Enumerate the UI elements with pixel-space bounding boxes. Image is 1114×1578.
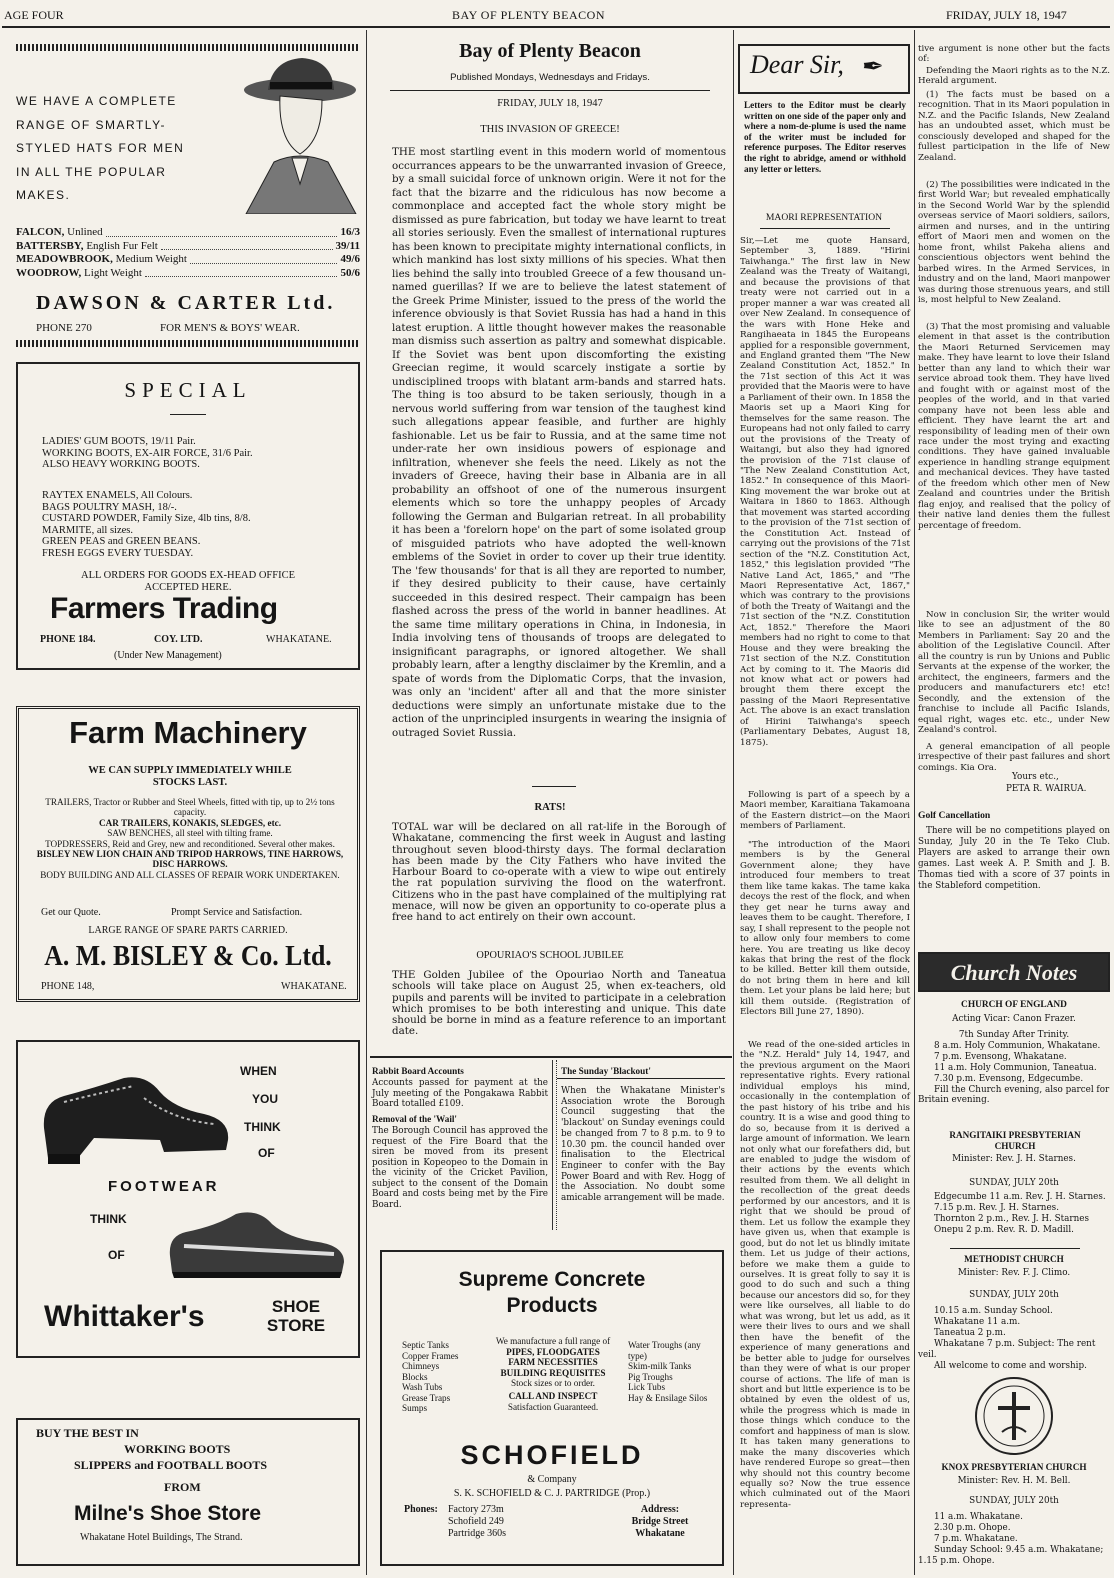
masthead-rule [2,26,1110,28]
schofield-mid-item: FARM NECESSITIES [508,1357,598,1368]
letters-banner-box [738,44,910,94]
schofield-props: S. K. SCHOFIELD & C. J. PARTRIDGE (Prop.) [453,1488,651,1499]
church-banner-box [918,952,1110,992]
editorial-title: Bay of Plenty Beacon [459,40,641,62]
letters-notice: Letters to the Editor must be clearly written on one side of the paper only and where a nom-de-plume is used the name of the writer must be included for reference purposes. The Editor reserves the right to abridge, amend or withhold any letter or letters. [744,100,906,174]
dawson-line-4: IN ALL THE POPULAR [16,164,167,179]
whittaker-when: WHEN [240,1064,277,1078]
schofield-item: Blocks [402,1371,428,1382]
schofield-item: Water Troughs (any type) [628,1340,701,1361]
milnes-address: Whakatane Hotel Buildings, The Strand. [80,1532,243,1543]
church-methodist-date: SUNDAY, JULY 20th [969,1290,1059,1300]
bisley-service: Prompt Service and Satisfaction. [171,907,303,918]
service-line: 7 p.m. Evensong, Whakatane. [934,1051,1067,1062]
church-banner: Church Notes [950,960,1078,985]
church-england-title: CHURCH OF ENGLAND [961,1000,1067,1010]
brief-text-blackout: When the Whakatane Minister's Association wrote the Borough Council suggesting that the 'blackout' on Sunday evenings could be changed from 7 to 8 p.m. to 9 to 10.30 pm. the council handed over finalisation to the Electrical Engineer to confer with the Bay Power Board and with Rev. Hogg of the Association. No doubt some amicable arrangement will be made. [561,1086,725,1204]
schofield-left-list [402,1340,458,1414]
schofield-item: Sumps [402,1403,428,1413]
masthead-page: AGE FOUR [4,8,64,22]
service-line: 11 a.m. Whakatane. [934,1512,1023,1522]
bisley-line: TRAILERS, Tractor or Rubber and Steel Wheels, fitted with tip, up to 2½ tons capacity. [45,797,335,818]
schofield-heading-2: Products [506,1294,598,1317]
milnes-line-3: SLIPPERS and FOOTBALL BOOTS [74,1458,268,1472]
farmers-item: LADIES' GUM BOOTS, 19/11 Pair. [42,436,196,447]
farmers-item: RAYTEX ENAMELS, All Colours. [42,490,193,501]
price-name: WOODROW, [16,266,82,279]
dawson-line-2: RANGE OF SMARTLY- [16,117,166,132]
service-line: 2.30 p.m. Ohope. [934,1522,1011,1533]
dawson-tagline: FOR MEN'S & BOYS' WEAR. [160,322,300,334]
farmers-logo: Farmers Trading [50,592,278,625]
price-row-meadowbrook [16,253,360,267]
price-value: 39/11 [335,239,360,252]
whittaker-think: THINK [244,1120,281,1134]
church-england-vicar: Acting Vicar: Canon Frazer. [952,1014,1076,1024]
letters-para-6: Defending the Maori rights as to the N.Z. Herald argument. [918,66,1110,87]
bisley-quote: Get our Quote. [41,907,101,918]
bisley-supply: WE CAN SUPPLY IMMEDIATELY WHILE STOCKS LAST. [88,765,292,788]
letters-para-11: A general emancipation of all people irrespective of their past failures and short comings. Kia Ora. [918,742,1110,773]
whittaker-shoe: SHOE [271,1297,321,1316]
price-value: 16/3 [340,226,360,238]
service-line: Whakatane 7 p.m. Subject: The rent veil. [918,1338,1096,1360]
church-knox-minister: Minister: Rev. H. M. Bell. [957,1476,1071,1486]
milnes-name: Milne's Shoe Store [74,1502,262,1525]
farmers-item: WORKING BOOTS, EX-AIR FORCE, 31/6 Pair. [42,447,253,459]
letters-banner: Dear Sir, [750,50,844,79]
church-methodist-minister: Minister: Rev. F. J. Climo. [957,1268,1071,1278]
church-knox-date: SUNDAY, JULY 20th [969,1496,1059,1506]
farmers-trading-ad [16,362,360,670]
price-name: MEADOWBROOK, [16,253,113,266]
letters-para-9: (3) That the most promising and valuable element in that asset is the contribution the Maori Returned Servicemen may make. They have learnt to love their Island better than any land to which their war service abroad took them. They have lived and fought with or against most of the peoples of the world, and in that varied company have not been less able and efficient. They have learnt the art and responsibility of leading men of their own race under the most trying and exacting conditions. They have gained invaluable experience in handling strange equipment and mechanical devices. They have tasted of the freedom which other men of New Zealand and countries under the British flag enjoy, and realised that the policy of their native land denies them the fullest percentage of freedom. [918,322,1110,531]
service-line: Whakatane 11 a.m. [934,1316,1021,1327]
schofield-address-block [610,1504,710,1540]
schofield-item: Chimneys [402,1361,440,1371]
whittaker-store: STORE [266,1316,326,1335]
service-line: Edgecumbe 11 a.m. Rev. J. H. Starnes. [934,1192,1106,1202]
whittaker-of-2: OF [108,1248,125,1262]
letters-para-3: "The introduction of the Maori members is by the General Government alone; they have introduced four members to treat them like tame kakas. The tame kaka decoys the rest of the flock, and when they get near he turns away and leaves them to be caught. Therefore, I say, I shall represent to the people not to allow only four members to come here. You are treating us like decoy kakas that bring the rest of the flock to be killed. Better kill them outside, do not bring them in here and kill them. Let your plans be laid here; but kill them outside. (Registration of Electors Bill June 27, 1890). [740,840,910,1018]
editorial-publication: Published Mondays, Wednesdays and Fridays. [450,72,650,83]
price-name: FALCON, [16,226,65,238]
schofield-mid-item: PIPES, FLOODGATES [506,1346,600,1357]
whittaker-of: OF [258,1146,275,1160]
editorial-date: FRIDAY, JULY 18, 1947 [497,98,603,109]
schofield-address-label: Address: [640,1504,680,1515]
price-row-falcon [16,226,360,240]
schofield-mid-item: BUILDING REQUISITES [500,1367,606,1378]
brief-text-wail: The Borough Council has approved the request of the Fire Board that the siren be moved from its present position in Kopeopeo to the Domain in the vicinity of the Cricket Pavilion, subject to the consent of the Domain Board and costs being met by the Fire Board. [372,1126,548,1210]
schofield-middle [482,1336,624,1412]
column-rule-2 [733,30,734,1575]
brief-blackout-box [556,1060,728,1230]
service-line: Thornton 2 p.m., Rev. J. H. Starnes [934,1213,1089,1224]
bisley-line: CAR TRAILERS, KONAKIS, SLEDGES, etc. [98,817,282,828]
schofield-address-line: Whakatane [635,1528,685,1539]
service-line: 8 a.m. Holy Communion, Whakatane. [934,1040,1101,1051]
dawson-price-list [16,226,360,280]
service-line: Onepu 2 p.m. Rev. R. D. Madill. [934,1224,1074,1235]
schofield-phone: Factory 273m [448,1504,504,1515]
farmers-item: GREEN PEAS and GREEN BEANS. [42,536,201,547]
letters-signature: PETA R. WAIRUA. [1006,784,1087,794]
price-value: 50/6 [340,266,360,279]
price-value: 49/6 [340,253,360,266]
editorial-headline-3: OPOURIAO'S SCHOOL JUBILEE [476,950,624,961]
farmers-item: MARMITE, all sizes. [42,524,133,536]
editorial-headline-1: THIS INVASION OF GREECE! [480,124,620,135]
letters-para-1: Sir,—Let me quote Hansard, September 3, 1889. "Hirini Taiwhanga." The first law in New Zealand was the Treaty of Waitangi, and because the provisions of that treaty were not carried out in a proper manner a war was created all over New Zealand. In consequence of the wars with Hone Heke and Rangihaeata in 1845 the Europeans applied for a responsible government, and England granted them "The New Zealand Constitution Act, 1852." In the 71st section of this Act it was provided that the Maoris were to have a Parliament of their own. In 1858 the Maoris set up a Maori King for themselves for the same reason. The Europeans had not only failed to carry out the provisions of the Treaty of Waitangi, but also they had ignored the provision of the 71st clause of "The New Zealand Constitution Act, 1852." In consequence of this Maori-King movement the war broke out at Waitara in 1860 to 1863. Although that movement was started according to the provision of the 71st section of the Constitution Act. Instead of carrying out the provisions of the 71st section of the "N.Z. Constitution Act, 1852," this legislation provided "The Native Land Act, 1865," and "The Maori Representative Act, 1867," which was contrary to the provisions of both the Treaty of Waitangi and the 71st section of the "N.Z. Constitution Act, 1852." Therefore the Maori members had no right to come to that House and they were breaking the 71st section of the N.Z. Constitution Act by coming to it. The Maoris did not know what act or powers had brought them there except the passing of the Maori Representative Act. The above is an exact translation of Hirini Taiwhanga's speech (Parliamentary Debates, August 18, 1875). [740,236,910,748]
schofield-item: Copper Frames [402,1350,459,1361]
bisley-heading: Farm Machinery [69,715,307,750]
schofield-mid-stock: Stock sizes or to order. [511,1378,595,1389]
service-line: Sunday School: 9.45 a.m. Whakatane; 1.15 p.m. Ohope. [918,1544,1104,1566]
church-knox-title: KNOX PRESBYTERIAN CHURCH [941,1462,1087,1472]
brief-heading-blackout: The Sunday 'Blackout' [561,1066,651,1076]
milnes-line-2: WORKING BOOTS [124,1442,231,1456]
farmers-management: (Under New Management) [114,650,222,661]
masthead-paper: BAY OF PLENTY BEACON [452,8,606,22]
service-line: 11 a.m. Holy Communion, Taneatua. [934,1062,1097,1073]
brief-heading-underline [557,1078,725,1079]
schofield-mid-guarantee: Satisfaction Guaranteed. [507,1401,599,1412]
schofield-company: & Company [527,1474,577,1485]
farmers-coy: COY. LTD. [154,634,203,645]
schofield-mid-call: CALL AND INSPECT [508,1390,598,1401]
brief-heading-rabbit: Rabbit Board Accounts [372,1066,464,1076]
schofield-phone: Schofield 249 [448,1516,504,1527]
schofield-heading-1: Supreme Concrete [458,1268,646,1291]
farmers-item: BAGS POULTRY MASH, 18/-. [42,501,177,513]
bisley-firm: A. M. BISLEY & Co. Ltd. [44,941,332,972]
dawson-line-3: STYLED HATS FOR MEN [16,141,185,155]
service-line: Fill the Church evening, also parcel for Britain evening. [918,1084,1110,1106]
schofield-mid-intro: We manufacture a full range of [495,1336,611,1346]
whittaker-ad [16,1040,360,1358]
whittaker-you: YOU [252,1092,279,1106]
price-row-battersby [16,240,360,254]
church-divider-1 [950,1248,1080,1249]
schofield-phone: Partridge 360s [448,1528,507,1539]
letters-para-8: (2) The possibilities were indicated in the first World War; but revealed emphatically in the Second World War by the splendid overseas service of Maori soldiers, sailors, airmen and nurses, and in the untiring effort of Maori men and women on the home front, whilst Pakeha aliens and conscientious objectors went behind the barbed wires. In the Armed Services, in industry and on the land, Maori manpower was during those strenuous years, and still is, most helpful to New Zealand. [918,180,1110,305]
dress-shoe-illustration [34,1058,234,1168]
masthead-date: FRIDAY, JULY 18, 1947 [946,8,1067,22]
dawson-headline [16,90,196,208]
farmers-item: ALSO HEAVY WORKING BOOTS. [42,459,200,470]
farmers-item: FRESH EGGS EVERY TUESDAY. [42,547,194,559]
farmers-group-2 [42,490,251,559]
bisley-lines [29,797,351,880]
whittaker-think-2: THINK [90,1212,127,1226]
bisley-town: WHAKATANE. [281,981,347,992]
editorial-article-1: THE most startling event in this modern world of momentous occurrances appears to be the unwarranted invasion of Greece, by a small suicidal force of unknown origin. Were it not for the fact that the bizarre and the ridiculous has now become a commonplace and accepted fact the whole story might be dismissed as pure fabrication, but today we have learnt to treat all stories seriously. Even the smallest of international ruptures has been known to precipitate mighty international conflicts, in which mankind has lost sixty millions of his species. What then lies behind the sally into troubled Greece of a few thousand un-named guerillas? If we are to believe the latest statement of the Greek Prime Minister, issued to the press of the world the inference obviously is that Soviet Russia has had a hand in this latest eruption. A little thought however makes the reasonable man dismiss such assertion as paltry and somewhat dispicable. If the Soviet was bent upon discomforting the existing Greecian regime, it would scarcely instigate a sortie by undisciplined troops with blatant arm-bands and starred hats. The thing is too absurd to be taken seriously, though in a nervous world suffering from war tension of the taughest kind such allegations appear feasible, and further are highly fashionable. Let us be fair to Russia, and at the same time not under-rate her own insidious powers of espionage and infiltration, whenever she feels the need. Likely as not the invaders of Greece, having their base in Albania are in all probability an offshoot of one of the numerous insurgent elements which so tore the unhappy peoples of Arcady following the German and Bulgarian retreat. In all probability it has been a 'forelorn hope' on the part of some isolated group of misguided patriots who have adopted the well-known emblems of the Soviet in order to cover up their true identity. The 'few thousands' for that is all they are reported to number, if they desired publicity to their cause, have certainly succeeded in this desired respect. Their campaign has been flashed across the press of the world in banner headlines. At the same time military operations in China, in Indonesia, in India involving tens of thousands of troops are delegated to insignificant paragraphs, or ignored altogether. We shall probably learn, after a lengthy disclaimer by the Kremlin, and a spate of words from the Diplomatic Corps, that the invasion, was only an 'incident' after all and that the more sinister deductions were simply an unfortunate mistake due to the action of the unprincipled insurgents in wearing the insignia of outraged Soviet Russia. [392,146,726,739]
dawson-bottom-border [16,340,360,347]
service-line: 10.15 a.m. Sunday School. [934,1306,1053,1316]
dawson-phone: PHONE 270 [36,322,92,334]
schofield-item: Septic Tanks [402,1340,449,1350]
church-rangitaiki-lines [918,1192,1110,1236]
schofield-phones [448,1504,506,1540]
bisley-line: BODY BUILDING AND ALL CLASSES OF REPAIR WORK UNDERTAKEN. [40,869,340,880]
price-desc: Light Weight [84,266,142,279]
schofield-item: Pig Troughs [628,1371,673,1382]
letters-para-4: We read of the one-sided articles in the "N.Z. Herald" July 14, 1947, and the previous argument on the Maori representative rights. Every rational individual employs his mind, occasionally in the contemplation of the past history of his tribe and his country. It is a wise and good thing to do so, because from it is derived a large amount of information. We learn not only what our forefathers did, but are enabled to judge the wisdom of their actions by the events which resulted from them. We all delight in the recollection of the great deeds performed by our ancestors, and it is right that we should be proud of them. Let us follow the example they have given us, when that example is good, but do not let us blindly imitate them. Let us judge of their actions, before we make them a guide to ourselves. It is great folly to say it is good to do such and such a thing because our ancestors did so, for they were like ourselves, all liable to do what was wrong, but let us add, as it were their lives to ours and we shall then have the benefit of the experience of many generations and be better able to judge for ourselves than they were of what is our proper course of actions. The life of man is short and but little experience is to be obtained by even the oldest of us, while the progress which is made in those things which conduce to the comfort and happiness of man is slow. It has taken many generations to make the many discoveries which have rendered Europe so great—then why should not this country become equally so? Now the true essence which culminated out of the Maori representa- [740,1040,910,1510]
schofield-right-list [628,1340,720,1403]
church-england-lines [918,1030,1110,1106]
church-rangitaiki-minister: Minister: Rev. J. H. Starnes. [952,1154,1076,1164]
church-rangitaiki-date: SUNDAY, JULY 20th [969,1178,1059,1188]
service-line: 7.15 p.m. Rev. J. H. Starnes. [934,1202,1059,1213]
hat-man-illustration [228,54,360,214]
bisley-line: TOPDRESSERS, Reid and Grey, new and reconditioned. Several other makes. [45,838,335,849]
price-desc: English Fur Felt [86,239,158,252]
church-rangitaiki-title: RANGITAIKI PRESBYTERIAN CHURCH [949,1130,1081,1151]
dawson-line-1: WE HAVE A COMPLETE [16,94,177,108]
whittaker-brand: Whittaker's [44,1300,205,1333]
price-desc: Unlined [67,226,103,238]
service-line: Taneatua 2 p.m. [934,1327,1006,1338]
schofield-item: Wash Tubs [402,1382,443,1392]
schofield-name: SCHOFIELD [460,1440,644,1470]
farmers-item: CUSTARD POWDER, Family Size, 4lb tins, 8/8. [42,513,251,524]
letters-heading-rule [760,228,890,229]
editorial-article-3: THE Golden Jubilee of the Opouriao North and Taneatua schools will take place on August 25, when ex-teachers, old pupils and parents will be invited to participate in a celebration which promises to be both interesting and unique. This date should be borne in mind as a feature reference to an important date. [392,969,726,1038]
church-methodist-lines [918,1306,1110,1371]
price-desc: Medium Weight [115,253,187,266]
editorial-article-2: TOTAL war will be declared on all rat-life in the Borough of Whakatane, commencing the first week in August and lasting throughout seven blood-thirsty days. The formal declaration has been made by the City Fathers who have invited the Harbour Board to co-operate with a view to wipe out entirely the rat population surviving the flood on the waterfront. Citizens who in the past have complained of the multiplying rat menace, will now be given an opportunity to co-operate plus a free hand to act entirely on their own account. [392,821,726,924]
dawson-firm-name: DAWSON & CARTER Ltd. [36,292,336,314]
schofield-item: Hay & Ensilage Silos [628,1392,708,1403]
bisley-ad [16,706,360,1002]
farmers-phone: PHONE 184. [40,634,96,645]
letters-para-5: tive argument is none other but the facts of: [918,44,1110,65]
golf-text: There will be no competitions played on Sunday, July 20 in the Te Teko Club. Players are asked to arrange their own games. Last week A. P. Smith and J. B. Thomas tied with a score of 37 points in the Stableford competition. [918,826,1110,891]
price-name: BATTERSBY, [16,239,84,252]
service-line: 7 p.m. Whakatane. [934,1533,1018,1544]
milnes-ad [16,1418,360,1566]
farmers-town: WHAKATANE. [266,634,332,645]
dawson-ad [16,54,360,338]
letters-close: Yours etc., [1012,772,1059,782]
bisley-line: BISLEY NEW LION CHAIN AND TRIPOD HARROWS, TINE HARROWS, DISC HARROWS. [36,849,344,870]
service-line: 7.30 p.m. Evensong, Edgecumbe. [934,1073,1084,1084]
schofield-phones-label: Phones: [404,1504,438,1515]
letters-para-10: Now in conclusion Sir, the writer would like to see an adjustment of the 80 Members in Parliament: Say 20 and the abolition of the Legislative Council. After all the country is run by Unions and Public Servants at the expense of the worker, the architect, the engineers, farmers and the producers and manufacturers etc! etc! Secondly, and the extension of the franchise to include all Pacific Islands, equal right, wages etc. etc., under New Zealand's control. [918,610,1110,735]
schofield-item: Grease Traps [402,1392,451,1403]
sport-shoe-illustration [164,1202,348,1282]
column-rule-1 [366,30,367,1575]
letters-para-2: Following is part of a speech by a Maori member, Karaitiana Takamoana of the Eastern district—on the Maori members of Parliament. [740,790,910,832]
dawson-top-border [16,44,360,51]
editorial-headline-2: RATS! [534,802,566,813]
schofield-address-line: Bridge Street [631,1516,689,1527]
schofield-item: Lick Tubs [628,1382,666,1392]
price-row-woodrow [16,267,360,281]
farmers-group-1 [42,436,253,471]
briefs-rule [370,1056,732,1058]
dawson-line-5: MAKES. [16,188,71,202]
editorial-divider-1 [532,786,576,787]
bisley-phone: PHONE 148, [41,981,95,992]
whittaker-footwear: FOOTWEAR [108,1178,220,1195]
schofield-ad [380,1250,724,1566]
church-methodist-title: METHODIST CHURCH [964,1254,1064,1264]
church-seal-illustration [972,1374,1056,1458]
letters-heading: MAORI REPRESENTATION [765,212,883,223]
milnes-line-1: BUY THE BEST IN [36,1426,139,1440]
milnes-line-4: FROM [164,1480,201,1494]
golf-heading: Golf Cancellation [918,810,991,821]
letters-para-7: (1) The facts must be based on a recognition. That in its Maori population in N.Z. and the Pacific Islands, New Zealand has an undoubted asset, which must be consciously developed and shaped for the fullest participation in the life of New Zealand. [918,90,1110,163]
editorial-rule-top [390,90,710,91]
quill-icon: ✒ [862,52,884,82]
brief-heading-wail: Removal of the 'Wail' [372,1114,457,1124]
schofield-item: Skim-milk Tanks [628,1361,692,1371]
column-rule-3 [914,30,915,1575]
bisley-spares: LARGE RANGE OF SPARE PARTS CARRIED. [88,925,288,936]
bisley-line: SAW BENCHES, all steel with tilting frame. [107,828,273,839]
farmers-heading: SPECIAL [124,378,252,402]
brief-text-rabbit: Accounts passed for payment at the July meeting of the Pongakawa Rabbit Board totalled £109. [372,1078,548,1109]
service-line: All welcome to come and worship. [934,1360,1087,1371]
briefs-divider [552,1060,553,1230]
church-knox-lines [918,1512,1110,1567]
farmers-orders: ALL ORDERS FOR GOODS EX-HEAD OFFICE ACCEPTED HERE. [81,570,295,593]
service-line: 7th Sunday After Trinity. [958,1030,1070,1040]
farmers-heading-rule [170,414,206,415]
